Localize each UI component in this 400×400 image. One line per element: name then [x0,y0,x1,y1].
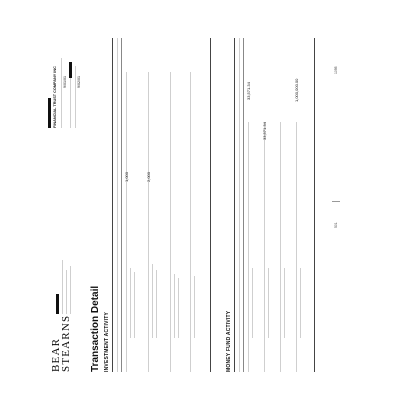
column-headers-row [239,38,240,372]
address-text-line [66,270,67,314]
address-text-line [70,266,71,314]
footer-divider [332,201,340,202]
description-line [300,268,301,338]
balance-value: 33,571.34 [245,82,251,100]
money-fund-row [248,122,249,372]
brand-logo [51,315,71,372]
header-underline [243,38,244,372]
statement-date: 9/02/01 [77,76,81,88]
address-text-line [62,260,63,314]
redacted-header-field [48,98,51,128]
description-line [252,268,253,338]
description-line [156,270,157,338]
section-total-rule [210,38,211,372]
quantity-value: 1,000 [123,171,129,182]
amount-value: 33,571.34 [261,122,267,140]
section-rule [234,38,235,372]
page-mark: 501 [334,222,338,228]
money-fund-activity-title: MONEY FUND ACTIVITY [226,310,232,372]
description-line [284,268,285,338]
column-headers-row [117,38,118,372]
page-mark: 1095 [334,66,338,74]
statement-date: 9/01/01 [63,76,67,88]
logo-line-2: STEARNS [60,314,72,372]
investment-row [170,72,171,372]
description-line [130,268,131,338]
investment-row [190,72,191,372]
description-line [178,278,179,338]
statement-period-line [61,58,62,128]
description-line [174,274,175,338]
description-line [268,268,269,338]
tax-id-line [75,66,76,128]
company-name: FINANCIAL TRUST COMPANY INC [53,66,57,128]
balance-value: 1,000,000.00 [293,78,299,102]
section-rule [112,38,113,372]
statement-sheet [42,32,358,378]
money-fund-row [296,122,297,372]
redacted-account-number [69,62,72,78]
description-line [134,272,135,338]
investment-activity-title: INVESTMENT ACTIVITY [104,311,110,372]
page-title: Transaction Detail [90,285,101,372]
description-line [152,264,153,338]
redacted-account-holder [56,294,59,314]
header-underline [121,38,122,372]
money-fund-row [280,122,281,372]
logo-line-1: BEAR [50,337,62,372]
quantity-value: 2,000 [145,171,151,182]
description-line [194,276,195,338]
section-total-rule [314,38,315,372]
